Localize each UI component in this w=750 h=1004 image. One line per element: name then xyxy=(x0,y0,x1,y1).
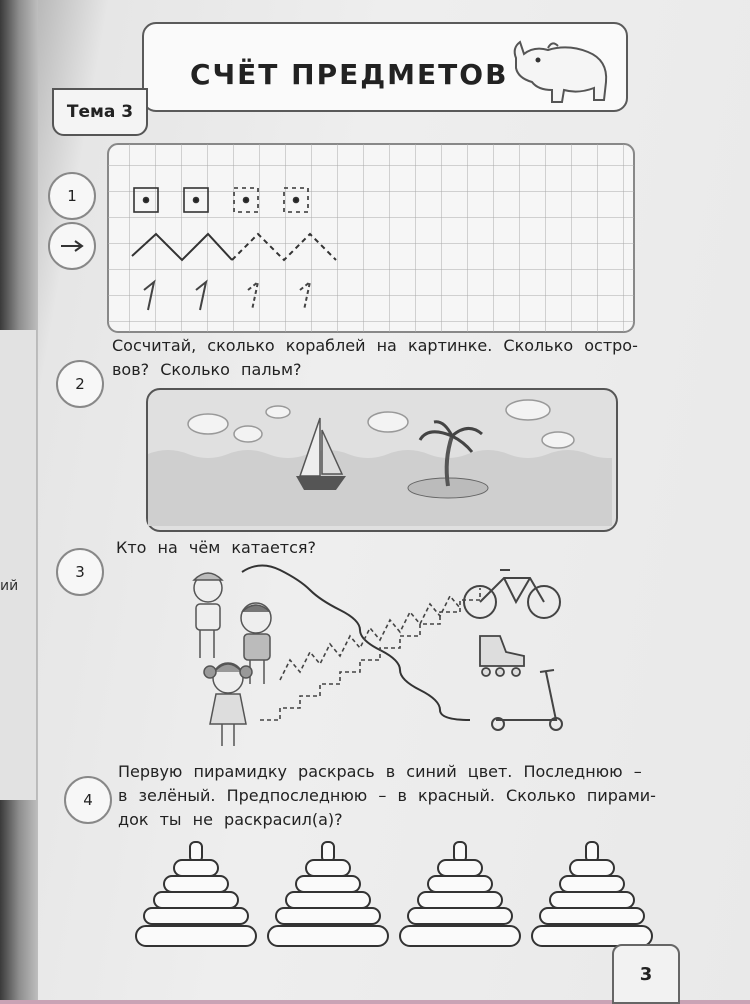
wavy-path xyxy=(242,565,470,720)
bicycle-icon xyxy=(464,570,560,618)
roller-skate-icon xyxy=(480,636,524,676)
task-2-text: Сосчитай, сколько кораблей на картинке. Сколько остро- вов? Сколько пальм? xyxy=(112,336,638,379)
page-title: СЧЁТ ПРЕДМЕТОВ xyxy=(190,58,509,91)
task-3-text: Кто на чём катается? xyxy=(116,538,317,557)
topic-tab xyxy=(52,88,148,136)
pyramid-icon xyxy=(398,840,522,952)
left-page-fragment xyxy=(0,330,36,800)
stairs-path xyxy=(260,588,480,720)
task-number-2: 2 xyxy=(56,360,104,408)
girl-icon xyxy=(204,663,252,746)
task-number-1: 1 xyxy=(48,172,96,220)
cloud-icon xyxy=(188,400,574,448)
arrow-right-icon xyxy=(48,222,96,270)
topic-label: Тема 3 xyxy=(66,102,134,122)
boy-with-cap-icon xyxy=(194,573,222,658)
rhino-icon xyxy=(508,38,618,106)
left-page-text: ий xyxy=(0,578,19,594)
pyramid-icon xyxy=(266,840,390,952)
task-4-text: Первую пирамидку раскрась в синий цвет. Последнюю – в зелёный. Предпоследнюю – в красный. Сколько пирами- док ты не раскрасил(а)? xyxy=(118,762,656,829)
sea-illustration xyxy=(148,390,612,526)
practice-grid xyxy=(104,140,638,336)
task-number-3: 3 xyxy=(56,548,104,596)
page-number: 3 xyxy=(612,944,680,1004)
scooter-icon xyxy=(492,670,562,730)
pyramid-icon xyxy=(134,840,258,952)
zigzag-path xyxy=(280,596,460,680)
task-number-4: 4 xyxy=(64,776,112,824)
matching-illustration xyxy=(180,560,580,760)
pyramid-icon xyxy=(530,840,654,952)
